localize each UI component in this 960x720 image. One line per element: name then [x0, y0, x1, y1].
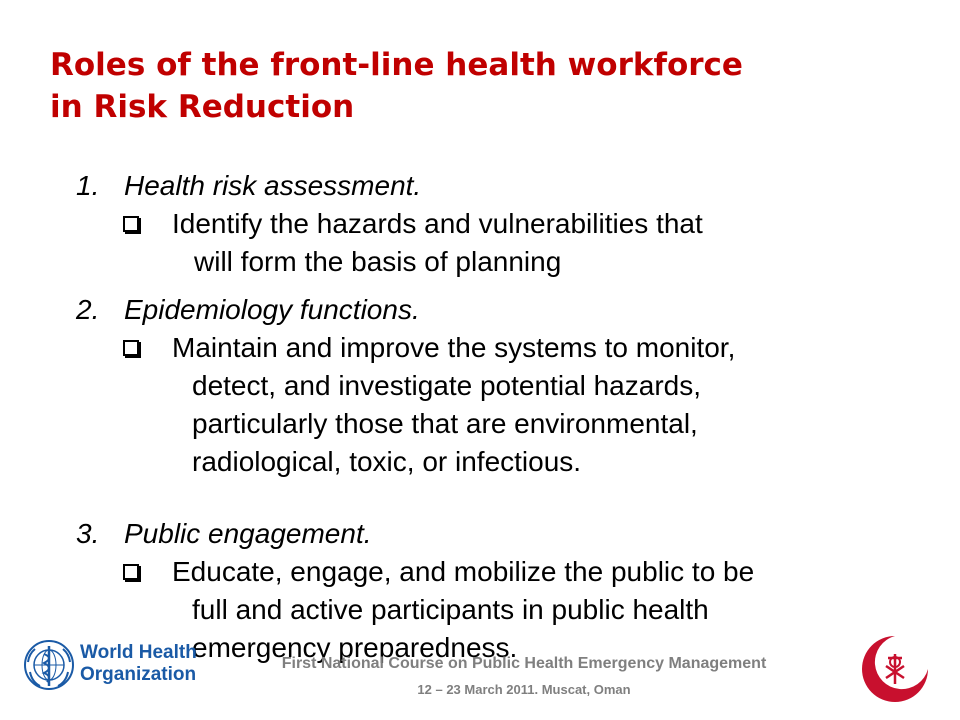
sub-bullet-text: Identify the hazards and vulnerabilities that	[172, 208, 703, 239]
list-item-number: 1.	[76, 170, 100, 201]
who-emblem-icon	[22, 638, 76, 692]
red-crescent-emblem-icon	[858, 632, 932, 706]
sub-bullet-continuation: radiological, toxic, or infectious.	[192, 446, 582, 477]
sub-bullet	[76, 329, 876, 481]
who-wordmark-line-2: Organization	[80, 664, 197, 685]
sub-bullet-continuation: full and active participants in public health	[192, 594, 709, 625]
checkbox-bullet-icon	[123, 216, 139, 232]
sub-bullet-text: Educate, engage, and mobilize the public to be	[172, 556, 755, 587]
sub-bullet-continuation: emergency preparedness.	[192, 632, 518, 663]
who-logo	[22, 636, 197, 696]
sub-bullet-continuation: will form the basis of planning	[194, 246, 562, 277]
footer-course-title: First National Course on Public Health Emergency Management	[281, 655, 767, 672]
footer-course-dates: 12 – 23 March 2011. Muscat, Oman	[417, 682, 631, 697]
list-item-heading	[76, 167, 876, 205]
who-wordmark-line-1: World Health	[80, 642, 197, 663]
list-item-heading-text: Epidemiology functions.	[124, 294, 420, 325]
list-item-heading-text: Health risk assessment.	[124, 170, 422, 201]
sub-bullet	[76, 205, 876, 281]
slide-title-line-2: in Risk Reduction	[50, 89, 355, 125]
sub-bullet-text: Maintain and improve the systems to monitor,	[172, 332, 736, 363]
list-item-health-risk-assessment	[76, 167, 876, 281]
checkbox-bullet-icon	[123, 564, 139, 580]
sub-bullet-continuation: particularly those that are environmental,	[192, 408, 698, 439]
who-wordmark	[80, 642, 197, 686]
slide-title-line-1: Roles of the front-line health workforce	[50, 47, 743, 83]
list-item-heading	[76, 515, 876, 553]
slide-title	[50, 44, 930, 128]
list-item-heading	[76, 291, 876, 329]
list-item-number: 2.	[76, 294, 100, 325]
checkbox-bullet-icon	[123, 340, 139, 356]
slide-body	[76, 167, 876, 667]
sub-bullet-continuation: detect, and investigate potential hazards,	[192, 370, 702, 401]
list-item-epidemiology-functions	[76, 291, 876, 481]
list-item-heading-text: Public engagement.	[124, 518, 372, 549]
list-item-number: 3.	[76, 518, 100, 549]
